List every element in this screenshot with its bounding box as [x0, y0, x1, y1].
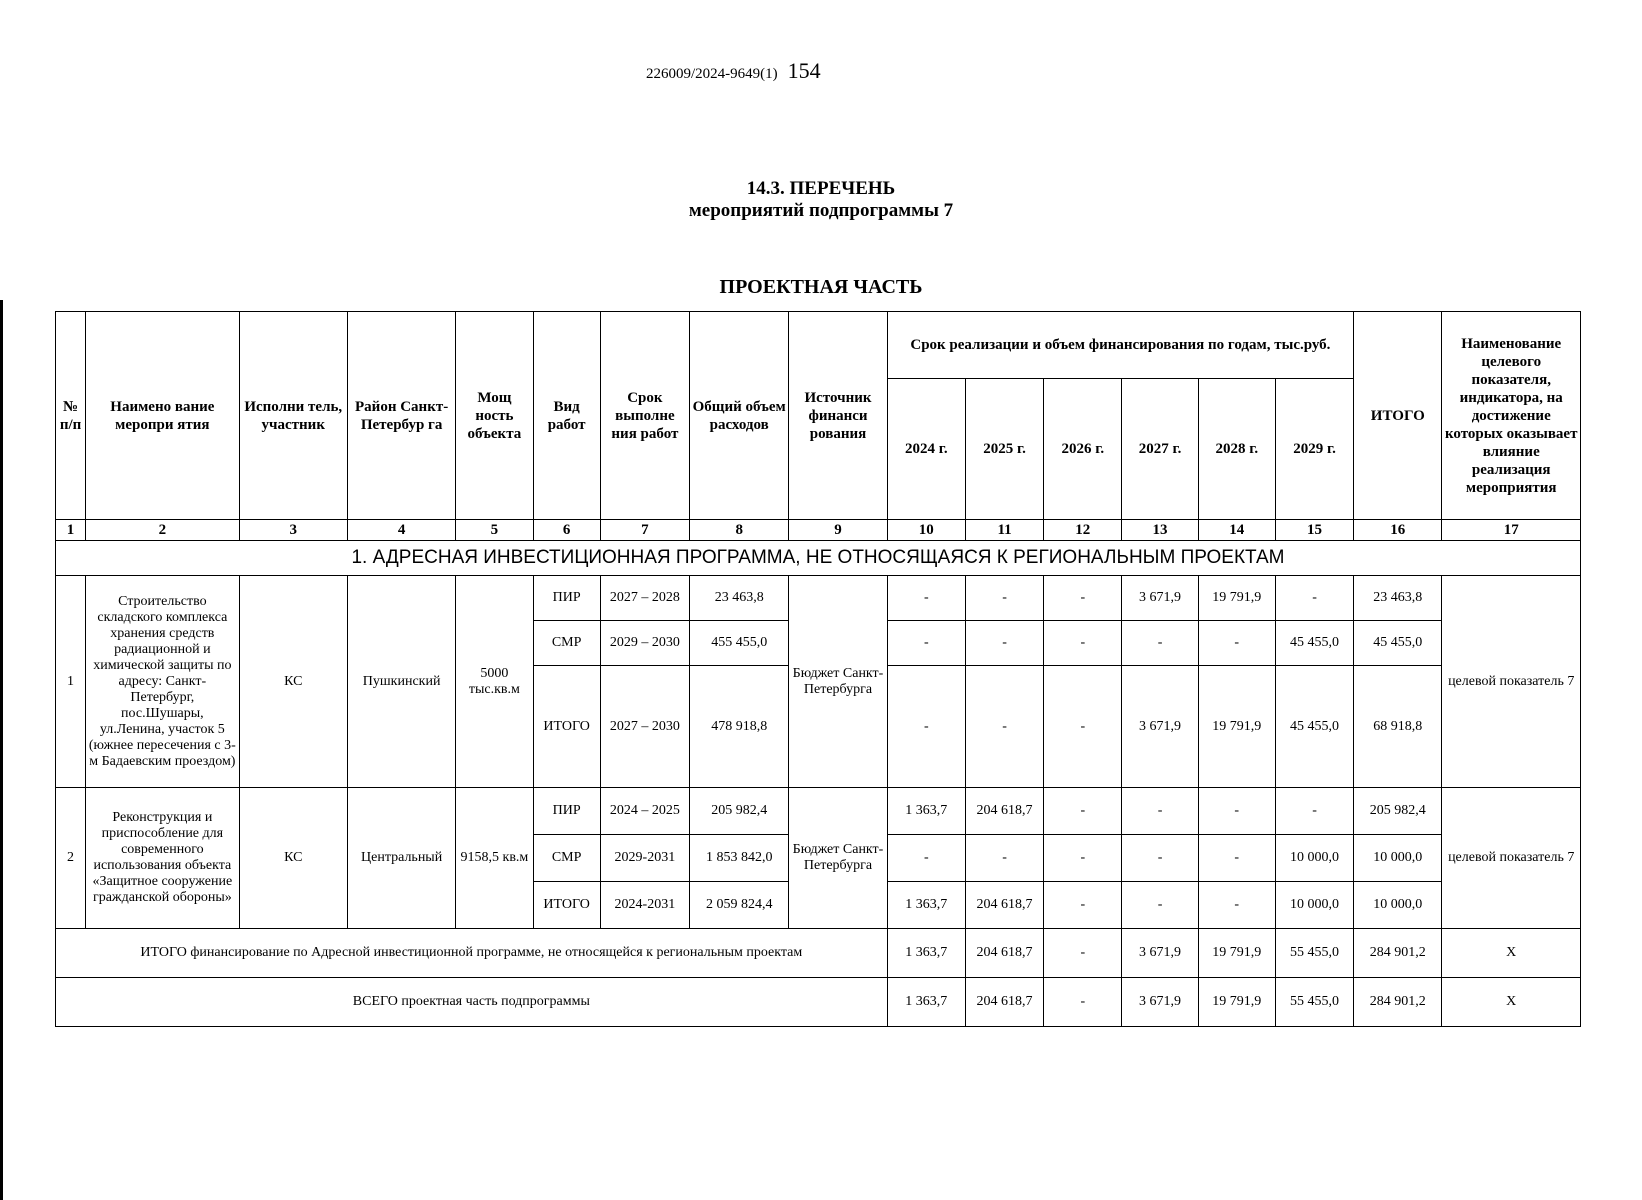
year-value: 3 671,9	[1122, 978, 1198, 1027]
document-stamp	[646, 58, 821, 84]
work-period: 2029-2031	[600, 835, 689, 882]
total-cost: 1 853 842,0	[690, 835, 789, 882]
header-year: 2027 г.	[1122, 379, 1198, 520]
year-value: 1 363,7	[887, 882, 965, 929]
header-district: Район Санкт-Петербур га	[347, 312, 455, 520]
year-value: 204 618,7	[965, 929, 1043, 978]
year-value: -	[1044, 621, 1122, 666]
total-cost: 2 059 824,4	[690, 882, 789, 929]
section-title: 1. АДРЕСНАЯ ИНВЕСТИЦИОННАЯ ПРОГРАММА, НЕ ОТНОСЯЩАЯСЯ К РЕГИОНАЛЬНЫМ ПРОЕКТАМ	[56, 541, 1581, 576]
year-value: 1 363,7	[887, 978, 965, 1027]
header-year: 2024 г.	[887, 379, 965, 520]
year-value: -	[1198, 788, 1275, 835]
work-type: ИТОГО	[533, 666, 600, 788]
item-executor: КС	[239, 576, 347, 788]
itogo-value: 284 901,2	[1354, 929, 1442, 978]
work-type: СМР	[533, 835, 600, 882]
item-name: Строительство складского комплекса хранения средств радиационной и химической защиты по адресу: Санкт-Петербург, пос.Шушары, ул.Ленина, участок 5 (южнее пересечения с 3-м Бадаевским проездом)	[86, 576, 240, 788]
column-number: 9	[789, 520, 887, 541]
year-value: 1 363,7	[887, 788, 965, 835]
total-cost: 455 455,0	[690, 621, 789, 666]
year-value: 3 671,9	[1122, 929, 1198, 978]
column-number: 8	[690, 520, 789, 541]
year-value: 19 791,9	[1198, 576, 1275, 621]
item-number: 1	[56, 576, 86, 788]
page-number: 154	[787, 58, 821, 83]
work-period: 2024 – 2025	[600, 788, 689, 835]
item-number: 2	[56, 788, 86, 929]
column-number: 10	[887, 520, 965, 541]
year-value: 3 671,9	[1122, 666, 1198, 788]
itogo-value: 10 000,0	[1354, 835, 1442, 882]
item-source: Бюджет Санкт-Петербурга	[789, 788, 887, 929]
section-row	[56, 541, 1581, 576]
header-capacity: Мощ ность объекта	[456, 312, 533, 520]
header-executor: Исполни тель, участник	[239, 312, 347, 520]
total-row	[56, 929, 1581, 978]
work-period: 2027 – 2028	[600, 576, 689, 621]
column-number: 14	[1198, 520, 1275, 541]
year-value: -	[1275, 788, 1353, 835]
header-row	[56, 312, 1581, 379]
itogo-value: 23 463,8	[1354, 576, 1442, 621]
item-capacity: 9158,5 кв.м	[456, 788, 533, 929]
column-number-row	[56, 520, 1581, 541]
title-line-2: мероприятий подпрограммы 7	[688, 200, 954, 221]
year-value: 45 455,0	[1275, 621, 1353, 666]
itogo-value: 10 000,0	[1354, 882, 1442, 929]
year-value: -	[965, 621, 1043, 666]
item-district: Центральный	[347, 788, 455, 929]
header-years-group: Срок реализации и объем финансирования по годам, тыс.руб.	[887, 312, 1354, 379]
measures-table	[55, 311, 1581, 1027]
title-line-1: 14.3. ПЕРЕЧЕНЬ	[746, 178, 896, 199]
total-label: ВСЕГО проектная часть подпрограммы	[56, 978, 888, 1027]
item-capacity: 5000 тыс.кв.м	[456, 576, 533, 788]
document-title	[0, 178, 1642, 222]
year-value: -	[1198, 882, 1275, 929]
item-source: Бюджет Санкт-Петербурга	[789, 576, 887, 788]
header-itogo: ИТОГО	[1354, 312, 1442, 520]
work-type: ИТОГО	[533, 882, 600, 929]
header-name: Наимено вание меропри ятия	[86, 312, 240, 520]
year-value: -	[1198, 835, 1275, 882]
year-value: -	[887, 835, 965, 882]
column-number: 3	[239, 520, 347, 541]
year-value: -	[1122, 621, 1198, 666]
year-value: -	[1044, 929, 1122, 978]
year-value: 19 791,9	[1198, 666, 1275, 788]
year-value: -	[965, 576, 1043, 621]
itogo-value: 205 982,4	[1354, 788, 1442, 835]
year-value: -	[1122, 788, 1198, 835]
header-work-type: Вид работ	[533, 312, 600, 520]
column-number: 5	[456, 520, 533, 541]
item-indicator: целевой показатель 7	[1442, 576, 1581, 788]
year-value: 1 363,7	[887, 929, 965, 978]
total-label: ИТОГО финансирование по Адресной инвестиционной программе, не относящейся к региональным проектам	[56, 929, 888, 978]
total-cost: 23 463,8	[690, 576, 789, 621]
year-value: -	[1198, 621, 1275, 666]
year-value: -	[1122, 835, 1198, 882]
column-number: 13	[1122, 520, 1198, 541]
section-subtitle: ПРОЕКТНАЯ ЧАСТЬ	[719, 276, 923, 298]
header-num: № п/п	[56, 312, 86, 520]
header-period: Срок выполне ния работ	[600, 312, 689, 520]
year-value: 3 671,9	[1122, 576, 1198, 621]
header-total-cost: Общий объем расходов	[690, 312, 789, 520]
work-period: 2024-2031	[600, 882, 689, 929]
header-source: Источник финанси рования	[789, 312, 887, 520]
column-number: 7	[600, 520, 689, 541]
column-number: 6	[533, 520, 600, 541]
item-executor: КС	[239, 788, 347, 929]
year-value: -	[1122, 882, 1198, 929]
year-value: 19 791,9	[1198, 978, 1275, 1027]
total-indicator: Х	[1442, 978, 1581, 1027]
year-value: -	[1275, 576, 1353, 621]
year-value: 55 455,0	[1275, 929, 1353, 978]
year-value: -	[1044, 788, 1122, 835]
itogo-value: 45 455,0	[1354, 621, 1442, 666]
item-indicator: целевой показатель 7	[1442, 788, 1581, 929]
header-year: 2026 г.	[1044, 379, 1122, 520]
year-value: -	[965, 835, 1043, 882]
year-value: 204 618,7	[965, 978, 1043, 1027]
year-value: -	[1044, 835, 1122, 882]
year-value: -	[1044, 666, 1122, 788]
year-value: 204 618,7	[965, 882, 1043, 929]
year-value: -	[1044, 978, 1122, 1027]
registration-number: 226009/2024-9649(1)	[646, 66, 778, 82]
column-number: 11	[965, 520, 1043, 541]
table-row	[56, 576, 1581, 621]
year-value: 19 791,9	[1198, 929, 1275, 978]
column-number: 1	[56, 520, 86, 541]
work-period: 2027 – 2030	[600, 666, 689, 788]
column-number: 17	[1442, 520, 1581, 541]
total-cost: 205 982,4	[690, 788, 789, 835]
year-value: 204 618,7	[965, 788, 1043, 835]
year-value: 55 455,0	[1275, 978, 1353, 1027]
year-value: -	[887, 576, 965, 621]
scan-edge	[0, 300, 3, 1200]
column-number: 15	[1275, 520, 1353, 541]
column-number: 4	[347, 520, 455, 541]
year-value: 10 000,0	[1275, 835, 1353, 882]
year-value: -	[887, 666, 965, 788]
year-value: 10 000,0	[1275, 882, 1353, 929]
header-year: 2028 г.	[1198, 379, 1275, 520]
column-number: 12	[1044, 520, 1122, 541]
header-year: 2025 г.	[965, 379, 1043, 520]
total-indicator: Х	[1442, 929, 1581, 978]
item-district: Пушкинский	[347, 576, 455, 788]
header-indicator: Наименование целевого показателя, индикатора, на достижение которых оказывает влияние реализация мероприятия	[1442, 312, 1581, 520]
work-type: ПИР	[533, 788, 600, 835]
item-name: Реконструкция и приспособление для современного использования объекта «Защитное сооружение гражданской обороны»	[86, 788, 240, 929]
year-value: -	[965, 666, 1043, 788]
year-value: -	[887, 621, 965, 666]
work-type: СМР	[533, 621, 600, 666]
year-value: 45 455,0	[1275, 666, 1353, 788]
column-number: 2	[86, 520, 240, 541]
year-value: -	[1044, 576, 1122, 621]
year-value: -	[1044, 882, 1122, 929]
column-number: 16	[1354, 520, 1442, 541]
total-cost: 478 918,8	[690, 666, 789, 788]
work-period: 2029 – 2030	[600, 621, 689, 666]
table-row	[56, 788, 1581, 835]
work-type: ПИР	[533, 576, 600, 621]
total-row	[56, 978, 1581, 1027]
itogo-value: 68 918,8	[1354, 666, 1442, 788]
itogo-value: 284 901,2	[1354, 978, 1442, 1027]
header-year: 2029 г.	[1275, 379, 1353, 520]
